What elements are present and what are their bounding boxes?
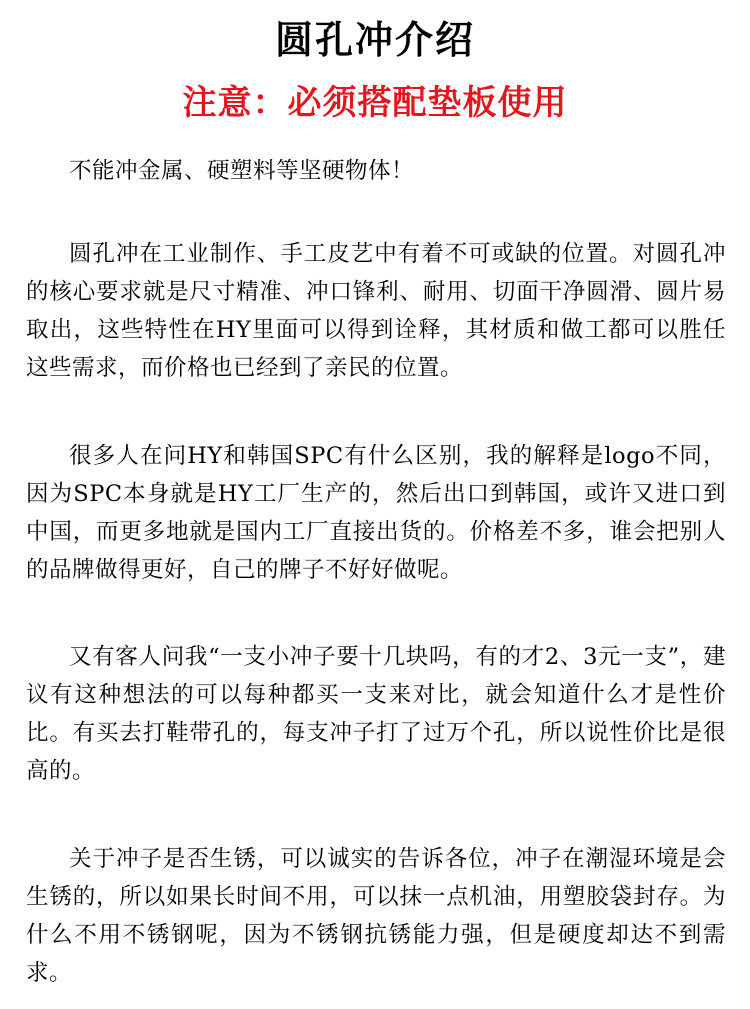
usage-notice: 注意：必须搭配垫板使用 [182, 83, 568, 123]
paragraph-rust-care: 关于冲子是否生锈，可以诚实的告诉各位，冲子在潮湿环境是会生锈的，所以如果长时间不用，可以抹一点机油，用塑胶袋封存。为什么不用不锈钢呢，因为不锈钢抗锈能力强，但是硬度却达不到需求。 [26, 846, 726, 986]
paragraph-brand-comparison: 很多人在问HY和韩国SPC有什么区别，我的解释是logo不同，因为SPC本身就是HY工厂生产的，然后出口到韩国，或许又进口到中国，而更多地就是国内工厂直接出货的。价格差不多，谁会把别人的品牌做得更好，自己的牌子不好好做呢。 [26, 443, 726, 583]
paragraph-warning: 不能冲金属、硬塑料等坚硬物体！ [69, 158, 415, 184]
page-title: 圆孔冲介绍 [274, 18, 475, 62]
paragraph-intro: 圆孔冲在工业制作、手工皮艺中有着不可或缺的位置。对圆孔冲的核心要求就是尺寸精准、冲口锋利、耐用、切面干净圆滑、圆片易取出，这些特性在HY里面可以得到诠释，其材质和做工都可以胜任这些需求，而价格也已经到了亲民的位置。 [26, 241, 726, 381]
paragraph-price-value: 又有客人问我“一支小冲子要十几块吗，有的才2、3元一支”，建议有这种想法的可以每种都买一支来对比，就会知道什么才是性价比。有买去打鞋带孔的，每支冲子打了过万个孔，所以说性价比是很高的。 [26, 644, 726, 784]
